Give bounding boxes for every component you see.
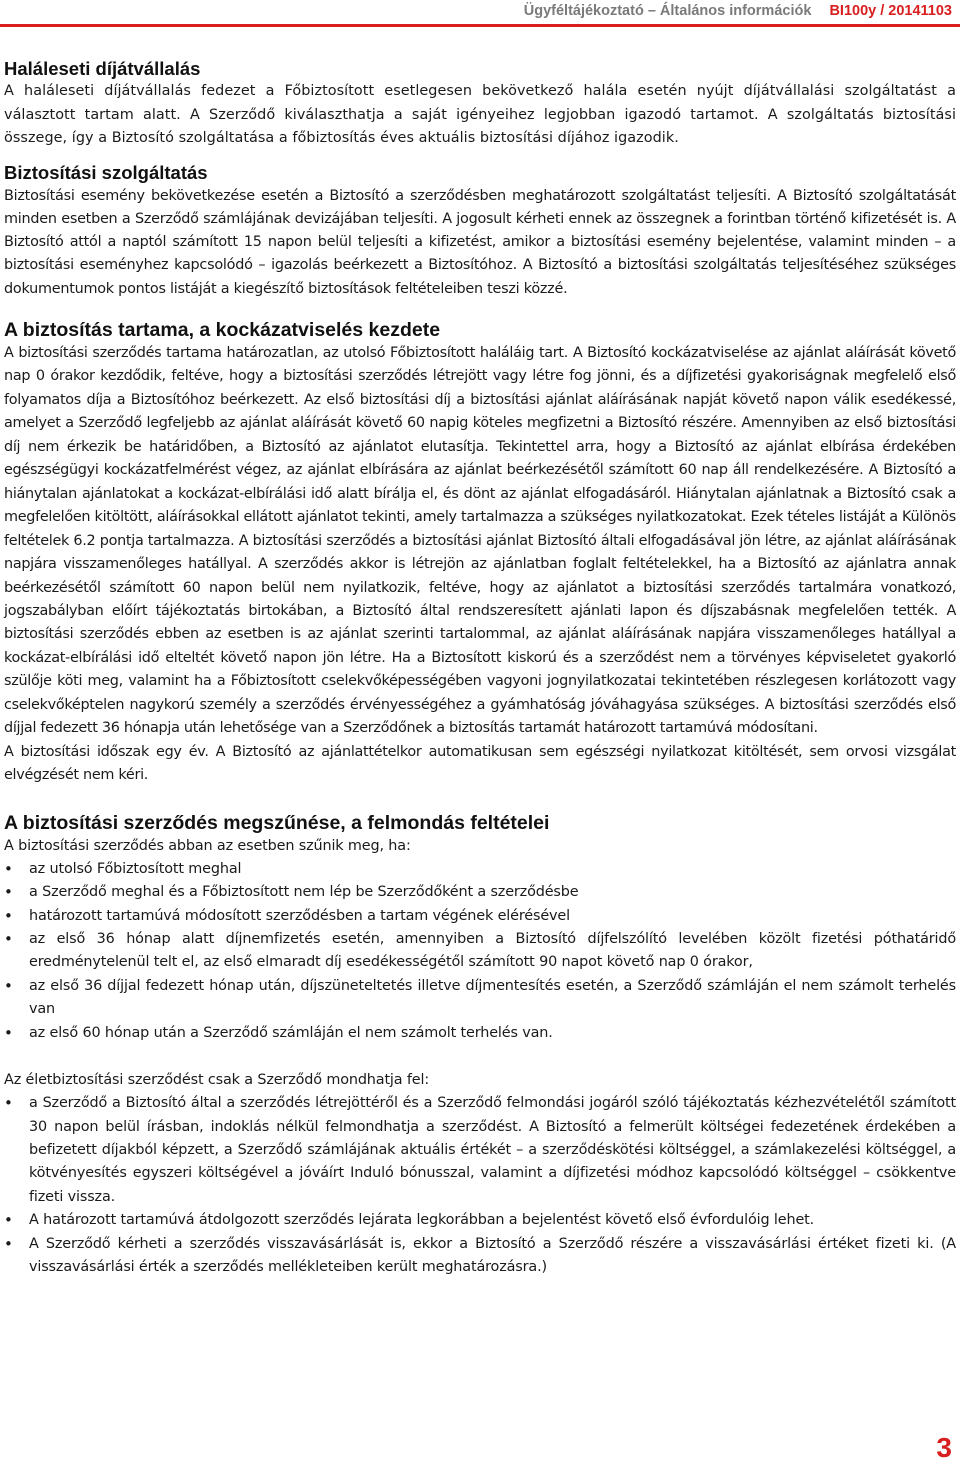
page-number: 3	[936, 1432, 952, 1463]
section-heading: Biztosítási szolgáltatás	[4, 161, 208, 183]
section-termination	[4, 811, 956, 1280]
section-insurance-service	[4, 162, 956, 301]
section-heading: A biztosítás tartama, a kockázatviselés kezdete	[4, 318, 441, 341]
list-intro: Az életbiztosítási szerződést csak a Szerződő mondhatja fel:	[4, 1072, 430, 1089]
section-paragraph: A biztosítási időszak egy év. A Biztosító az ajánlattételkor automatikusan sem egészségi nyilatkozat kitöltését, sem orvosi vizsgálat elvégzését nem kéri.	[4, 743, 956, 784]
termination-conditions-list	[4, 858, 956, 1045]
list-item: • a Szerződő a Biztosító által a szerződés létrejöttéről és a Szerződő felmondási jogáról szóló tájékoztatás kézhezvételétől számított 30 napon belül írásban, indoklás nélkül felmondhatja a szerződést. A Biztosító a felmerült költségei fedezetének érdekében a befizetett díjakból képzett, a Szerződő számlájának aktuális értékét – a szerződéskötési költséggel, a számlakezelési költséggel, a kötvényesítés egyszeri költségével a jóváírt Induló bónusszal, valamint a díjfizetési módhoz kapcsolódó költséggel – csökkentve fizeti vissza.	[4, 1092, 956, 1209]
section-paragraph: A haláleseti díjátvállalás fedezet a Főbiztosított esetlegesen bekövetkező halála esetén nyújt díjátvállalási szolgáltatást a választott tartam alatt. A Szerződő kiválaszthatja a saját igényeihez legjobban igazodó tartamot. A szolgáltatás biztosítási összege, így a Biztosító szolgáltatása a főbiztosítás éves aktuális biztosítási díjához igazodik.	[4, 83, 956, 146]
header-divider	[0, 24, 960, 27]
list-item: • az utolsó Főbiztosított meghal	[4, 858, 956, 881]
header-title: Ügyféltájékoztató – Általános információk	[523, 3, 812, 19]
list-item: • határozott tartamúvá módosított szerződésben a tartam végének elérésével	[4, 905, 956, 928]
list-item: • A Szerződő kérheti a szerződés visszavásárlását is, ekkor a Biztosító a Szerződő részére a visszavásárlási értéket fizeti ki. (A visszavásárlási érték a szerződés mellékleteiben került meghatározásra.)	[4, 1233, 956, 1280]
cancellation-rights-list	[4, 1092, 956, 1279]
page-header	[524, 0, 952, 22]
section-heading: A biztosítási szerződés megszűnése, a felmondás feltételei	[4, 811, 550, 834]
section-paragraph: Biztosítási esemény bekövetkezése esetén a Biztosító a szerződésben meghatározott szolgáltatást teljesíti. A Biztosító szolgáltatását minden esetben a Szerződő számlájának devizájában teljesíti. A jogosult kérheti ennek az összegnek a forintban történő kifizetését is. A Biztosító attól a naptól számított 15 napon belül teljesíti a kifizetést, amikor a biztosítási esemény bejelentése, valamint minden – a biztosítási eseményhez kapcsolódó – igazolás beérkezett a Biztosítóhoz. A Biztosító a biztosítási szolgáltatás teljesítéséhez szükséges dokumentumok pontos listáját a kiegészítő biztosítások feltételeiben teszi közzé.	[4, 187, 956, 297]
document-body	[4, 58, 956, 1280]
section-heading: Haláleseti díjátvállalás	[4, 58, 201, 79]
list-intro: A biztosítási szerződés abban az esetben szűnik meg, ha:	[4, 837, 411, 854]
section-death-premium-waiver	[4, 58, 956, 151]
list-item: • az első 36 hónap alatt díjnemfizetés esetén, amennyiben a Biztosító díjfelszólító levelében közölt fizetési póthatáridő eredménytelenül telt el, az első elmaradt díj esedékességétől számított 90 napot követő nap 0 órakor,	[4, 928, 956, 975]
header-document-code: BI100y / 20141103	[829, 3, 952, 19]
list-item: • az első 36 díjjal fedezett hónap után, díjszüneteltetés illetve díjmentesítés esetén, a Szerződő számláján el nem számolt terhelés van	[4, 975, 956, 1022]
list-item: • A határozott tartamúvá átdolgozott szerződés lejárata legkorábban a bejelentést követő első évfordulóig lehet.	[4, 1209, 956, 1232]
list-item: • a Szerződő meghal és a Főbiztosított nem lép be Szerződőként a szerződésbe	[4, 881, 956, 904]
section-duration-risk-start	[4, 318, 956, 788]
list-item: • az első 60 hónap után a Szerződő számláján el nem számolt terhelés van.	[4, 1022, 956, 1045]
section-paragraph: A biztosítási szerződés tartama határozatlan, az utolsó Főbiztosított haláláig tart. A Biztosító kockázatviselése az ajánlat aláírását követő nap 0 órakor kezdődik, feltéve, hogy a biztosítási szerződés létrejött vagy létre fog jönni, és a díjfizetési gyakoriságnak megfelelő első folyamatos díja a Biztosítóhoz beérkezett. Az első biztosítási díj a biztosítási ajánlat aláírásának napját követő napon válik esedékessé, amelyet a Szerződő legfeljebb az ajánlat aláírását követő 60 napig köteles megfizetni a Biztosító részére. Amennyiben az első biztosítási díj nem érkezik be határidőben, a Biztosító az ajánlatot elutasítja. Tekintettel arra, hogy a Biztosító az ajánlat elbírása érdekében egészségügyi kockázatfelmérést végez, az ajánlat elbírására az ajánlat beérkezésétől számított 60 nap áll rendelkezésére. A Biztosító a hiánytalan ajánlatokat a kockázat-elbírálási idő alatt bírálja el, és dönt az ajánlat elfogadásáról. Hiánytalan ajánlatnak a Biztosító csak a megfelelően kitöltött, aláírásokkal ellátott ajánlatot tekinti, amely tartalmazza a szükséges nyilatkozatokat. Ezek tételes listáját a Különös feltételek 6.2 pontja tartalmazza. A biztosítási szerződés a biztosítási ajánlat Biztosító általi elfogadásával jön létre, az ajánlat aláírásának napjára visszamenőleges hatállyal. A szerződés akkor is létrejön az ajánlatban foglalt feltételekkel, ha a Biztosító az ajánlatra annak beérkezésétől számított 60 napon belül nem nyilatkozik, feltéve, hogy az ajánlatot a biztosítási szerződés tartalmára vonatkozó, jogszabályban előírt tájékoztatás birtokában, a Biztosító által rendszeresített ajánlati lapon és díjszabásnak megfelelően tették. A biztosítási szerződés ebben az esetben is az ajánlat szerinti tartalommal, az ajánlat aláírásának napjára visszamenőleges hatállyal a kockázat-elbírálási idő elteltét követő napon jön létre. Ha a Biztosított kiskorú és a szerződést nem a törvényes képviseletet gyakorló szülője köti meg, valamint ha a Főbiztosított cselekvőképességében vagyoni jognyilatkozatai tekintetében részlegesen korlátozott vagy cselekvőképtelen nagykorú személy a szerződés érvényességéhez a gyámhatóság jóváhagyása szükséges. A biztosítási szerződés első díjjal fedezett 36 hónapja után lehetősége van a Szerződőnek a biztosítás tartamát határozott tartamúvá módosítani.	[4, 344, 956, 737]
